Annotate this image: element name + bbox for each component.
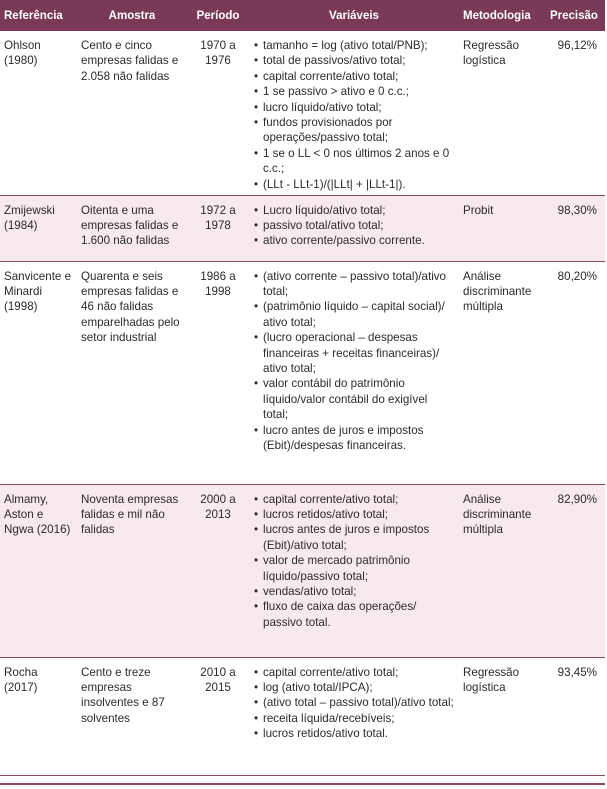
cell-metodologia: Análise discriminante múltipla [459, 261, 546, 484]
list-item: • Lucro líquido/ativo total; [253, 203, 455, 218]
header-metodologia: Metodologia [459, 0, 546, 31]
table-row [0, 195, 605, 261]
variables-list [253, 269, 455, 454]
list-item: • (LLt - LLt-1)/(|LLt| + |LLt-1|). [253, 177, 455, 192]
header-precisao: Precisão [546, 0, 605, 31]
list-item: • total de passivos/ativo total; [253, 53, 455, 68]
list-item: • receita líquida/recebíveis; [253, 711, 455, 726]
list-item: • valor contábil do patrimônio líquido/valor contábil do exigível total; [253, 376, 455, 422]
variables-list [253, 38, 455, 192]
cell-referencia: Zmijewski (1984) [0, 195, 77, 261]
list-item: • 1 se o LL < 0 nos últimos 2 anos e 0 c.c.; [253, 146, 455, 177]
list-item: • fluxo de caixa das operações/ passivo total. [253, 599, 455, 630]
list-item: • (ativo corrente – passivo total)/ativo total; [253, 269, 455, 300]
header-periodo: Período [187, 0, 249, 31]
list-item: • 1 se passivo > ativo e 0 c.c.; [253, 84, 455, 99]
cell-precisao: 96,12% [546, 31, 605, 195]
list-item: • vendas/ativo total; [253, 584, 455, 599]
header-amostra: Amostra [77, 0, 187, 31]
cell-variaveis [249, 195, 459, 261]
cell-precisao: 93,45% [546, 657, 605, 775]
table-row [0, 31, 605, 195]
cell-referencia: Ohlson (1980) [0, 31, 77, 195]
list-item: • passivo total/ativo total; [253, 218, 455, 233]
cell-variaveis [249, 261, 459, 484]
variables-list [253, 492, 455, 631]
variables-list [253, 665, 455, 742]
header-referencia: Referência [0, 0, 77, 31]
cell-metodologia: Regressão logística [459, 657, 546, 775]
cell-precisao: 82,90% [546, 484, 605, 657]
cell-metodologia: Regressão logística [459, 31, 546, 195]
list-item: • lucros antes de juros e impostos (Ebit)/ativo total; [253, 522, 455, 553]
list-item: • lucros retidos/ativo total. [253, 726, 455, 741]
list-item: • lucro antes de juros e impostos (Ebit)/despesas financeiras. [253, 423, 455, 454]
cell-referencia: Almamy, Aston e Ngwa (2016) [0, 484, 77, 657]
list-item: • capital corrente/ativo total; [253, 492, 455, 507]
header-variaveis: Variáveis [249, 0, 459, 31]
list-item: • tamanho = log (ativo total/PNB); [253, 38, 455, 53]
header-row [0, 0, 605, 31]
list-item: • (lucro operacional – despesas financeiras + receitas financeiras)/ ativo total; [253, 330, 455, 376]
list-item: • lucros retidos/ativo total; [253, 507, 455, 522]
list-item: • valor de mercado patrimônio líquido/passivo total; [253, 553, 455, 584]
list-item: • lucro líquido/ativo total; [253, 100, 455, 115]
cell-referencia: Rocha (2017) [0, 657, 77, 775]
list-item: • (ativo total – passivo total)/ativo total; [253, 695, 455, 710]
list-item: • capital corrente/ativo total; [253, 665, 455, 680]
cell-referencia: Sanvicente e Minardi (1998) [0, 261, 77, 484]
table-row [0, 484, 605, 657]
table-row [0, 657, 605, 775]
cell-variaveis [249, 484, 459, 657]
list-item: • log (ativo total/IPCA); [253, 680, 455, 695]
cell-amostra: Cento e cinco empresas falidas e 2.058 não falidas [77, 31, 187, 195]
cell-amostra: Quarenta e seis empresas falidas e 46 não falidas emparelhadas pelo setor industrial [77, 261, 187, 484]
bottom-rule [0, 783, 605, 785]
list-item: • (patrimônio líquido – capital social)/ ativo total; [253, 299, 455, 330]
cell-precisao: 98,30% [546, 195, 605, 261]
cell-variaveis [249, 657, 459, 775]
list-item: • fundos provisionados por operações/passivo total; [253, 115, 455, 146]
cell-periodo: 1970 a 1976 [187, 31, 249, 195]
cell-precisao: 80,20% [546, 261, 605, 484]
cell-periodo: 1986 a 1998 [187, 261, 249, 484]
cell-metodologia: Análise discriminante múltipla [459, 484, 546, 657]
cell-periodo: 2010 a 2015 [187, 657, 249, 775]
cell-amostra: Cento e treze empresas insolventes e 87 solventes [77, 657, 187, 775]
cell-amostra: Oitenta e uma empresas falidas e 1.600 não falidas [77, 195, 187, 261]
cell-periodo: 2000 a 2013 [187, 484, 249, 657]
cell-variaveis [249, 31, 459, 195]
table-row [0, 261, 605, 484]
cell-amostra: Noventa empresas falidas e mil não falidas [77, 484, 187, 657]
cell-periodo: 1972 a 1978 [187, 195, 249, 261]
cell-metodologia: Probit [459, 195, 546, 261]
variables-list [253, 203, 455, 249]
list-item: • capital corrente/ativo total; [253, 69, 455, 84]
list-item: • ativo corrente/passivo corrente. [253, 233, 455, 248]
